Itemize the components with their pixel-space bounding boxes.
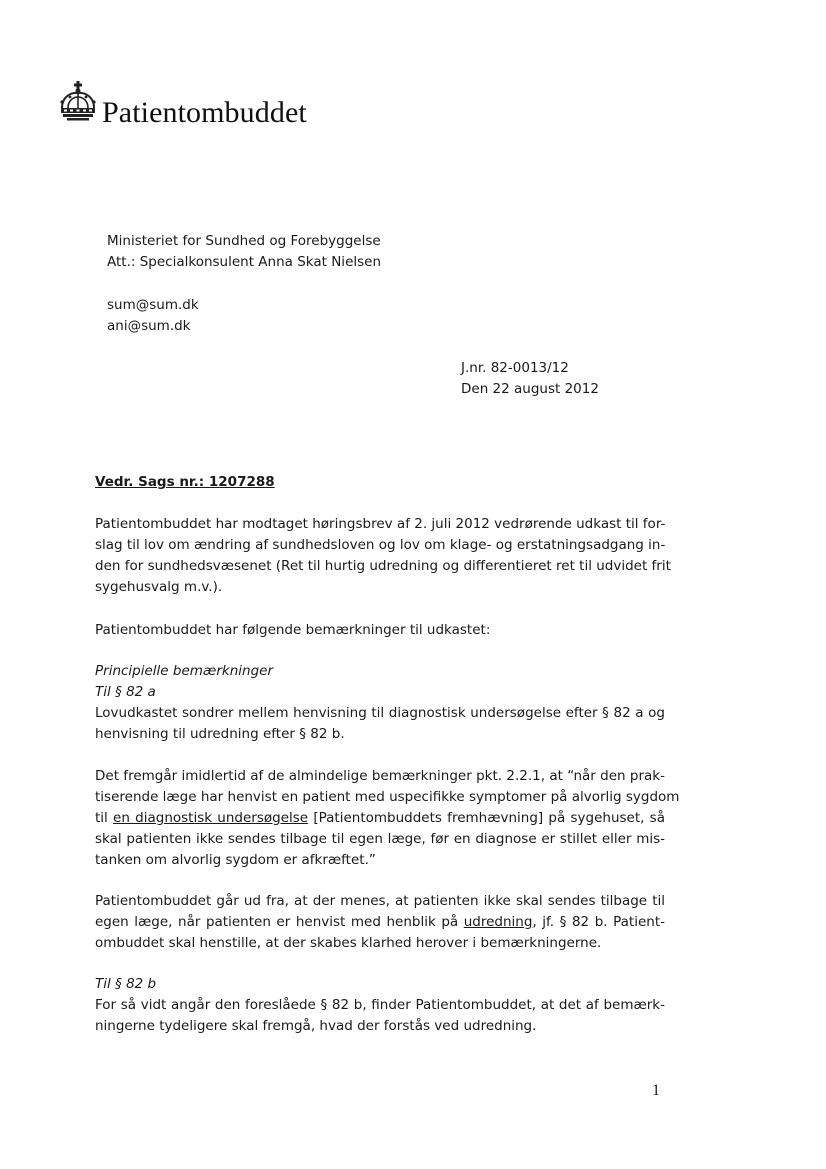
paragraph-line: tiserende læge har henvist en patient med uspecifikke symptomer på alvorlig sygdom [95, 789, 680, 805]
heading-principal-remarks: Principielle bemærkninger [95, 663, 274, 679]
emphasized-text: udredning [463, 914, 533, 930]
journal-number: J.nr. 82-0013/12 [461, 360, 569, 376]
crown-logo-icon [58, 80, 98, 124]
paragraph-remarks-intro [95, 620, 665, 641]
paragraph-line: ningerne tydeligere skal fremgå, hvad der forstås ved udredning. [95, 1018, 537, 1034]
paragraph-line: Lovudkastet sondrer mellem henvisning til diagnostisk undersøgelse efter § 82 a og [95, 705, 665, 721]
paragraph-line: sygehusvalg m.v.). [95, 579, 223, 595]
paragraph-line: Patientombuddet går ud fra, at der menes, at patienten ikke skal sendes tilbage til [95, 893, 665, 909]
heading-section-82b: Til § 82 b [95, 976, 157, 992]
paragraph-line: Patientombuddet har modtaget høringsbrev af 2. juli 2012 vedrørende udkast til for- [95, 516, 666, 532]
recipient-line-1: Ministeriet for Sundhed og Forebyggelse [107, 233, 381, 249]
organization-name: Patientombuddet [102, 96, 307, 129]
paragraph-line: Det fremgår imidlertid af de almindelige bemærkninger pkt. 2.2.1, at “når den prak- [95, 768, 665, 784]
section-headings [95, 661, 665, 703]
section-heading-82b-wrap [95, 974, 665, 995]
email-ani: ani@sum.dk [107, 318, 191, 334]
paragraph-line: slag til lov om ændring af sundhedsloven og lov om klage- og erstatningsadgang in- [95, 537, 666, 553]
paragraph-82b-remarks [95, 995, 665, 1037]
paragraph-line: henvisning til udredning efter § 82 b. [95, 726, 345, 742]
paragraph-general-remarks [95, 766, 680, 871]
paragraph-line-with-emphasis [95, 808, 665, 829]
paragraph-ombudsman-assumption [95, 891, 665, 954]
email-sum: sum@sum.dk [107, 297, 199, 313]
recipient-emails [107, 295, 199, 337]
paragraph-line: skal patienten ikke sendes tilbage til egen læge, før en diagnose er stillet eller mis- [95, 831, 665, 847]
text-fragment: til [95, 810, 114, 826]
paragraph-intro [95, 514, 671, 598]
emphasized-text: en diagnostisk undersøgelse [113, 810, 309, 826]
paragraph-82a-distinction [95, 703, 665, 745]
heading-section-82a: Til § 82 a [95, 684, 156, 700]
letter-date: Den 22 august 2012 [461, 381, 599, 397]
recipient-address [107, 231, 381, 273]
page-number: 1 [652, 1082, 660, 1099]
paragraph-line: For så vidt angår den foreslåede § 82 b, finder Patientombuddet, at det af bemærk- [95, 997, 665, 1013]
paragraph-line: Patientombuddet har følgende bemærkninger til udkastet: [95, 622, 491, 638]
letterhead [58, 80, 307, 129]
paragraph-line: ombuddet skal henstille, at der skabes klarhed herover i bemærkningerne. [95, 935, 602, 951]
text-fragment: , jf. § 82 b. Patient- [532, 914, 666, 930]
subject-line: Vedr. Sags nr.: 1207288 [95, 474, 275, 490]
text-fragment: [Patientombuddets fremhævning] på sygehuset, så [308, 810, 665, 826]
paragraph-line-with-emphasis [95, 912, 665, 933]
reference-block [461, 358, 599, 400]
recipient-line-2: Att.: Specialkonsulent Anna Skat Nielsen [107, 254, 382, 270]
paragraph-line: tanken om alvorlig sygdom er afkræftet.” [95, 852, 376, 868]
paragraph-line: den for sundhedsvæsenet (Ret til hurtig udredning og differentieret ret til udvidet frit [95, 558, 671, 574]
text-fragment: egen læge, når patienten er henvist med henblik på [95, 914, 464, 930]
